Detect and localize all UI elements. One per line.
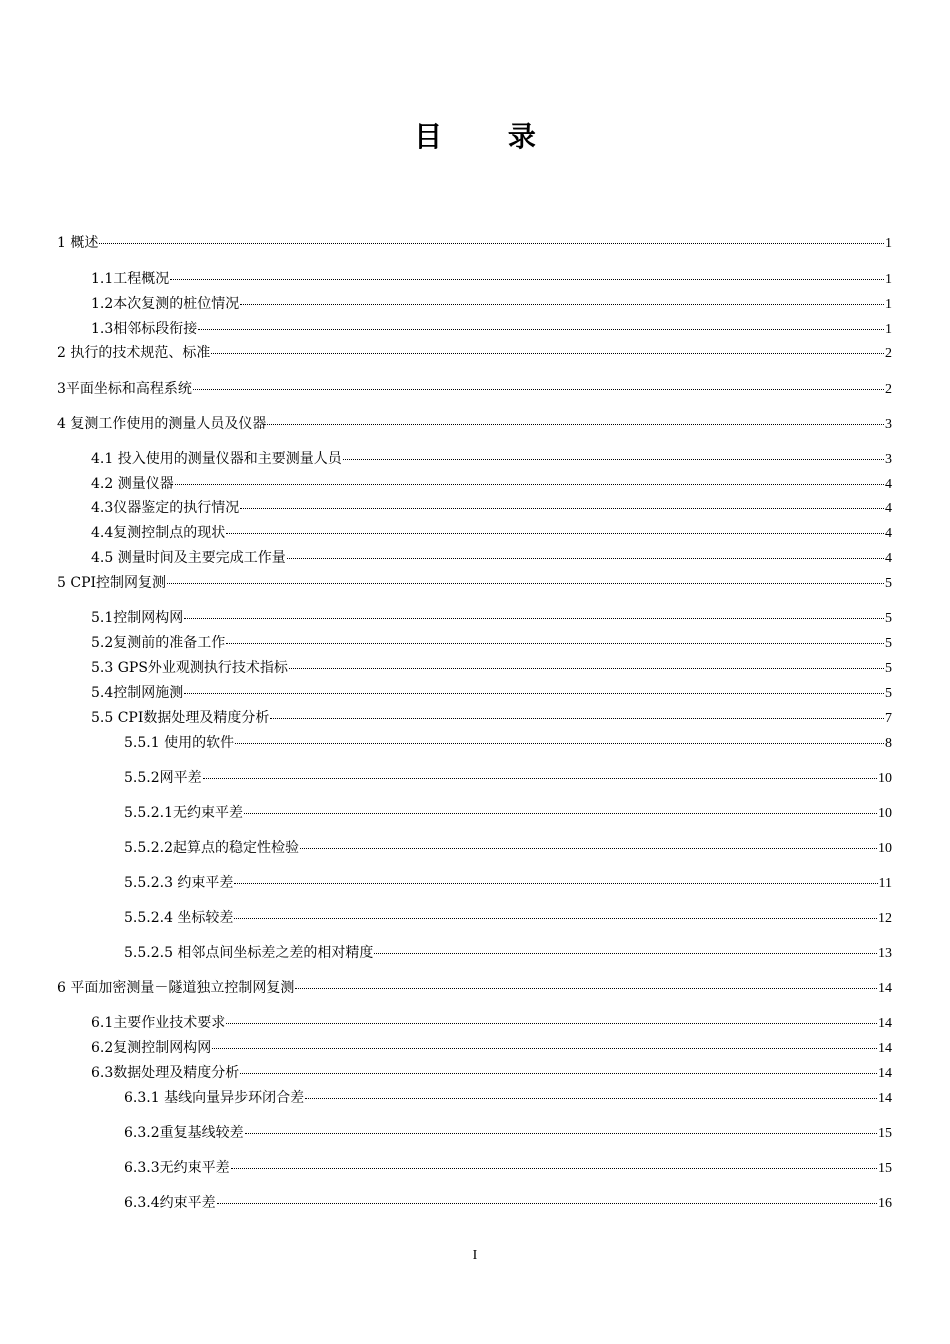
toc-entry-page: 14 <box>878 1091 892 1106</box>
toc-leader-dots <box>234 883 877 884</box>
toc-entry[interactable] <box>91 709 892 728</box>
toc-entry[interactable] <box>124 944 892 963</box>
toc-entry-page: 1 <box>885 236 892 251</box>
toc-leader-dots <box>267 424 884 425</box>
toc-leader-dots <box>235 743 884 744</box>
toc-entry-page: 1 <box>885 297 892 312</box>
toc-entry[interactable] <box>91 684 892 703</box>
toc-entry-page: 14 <box>878 1066 892 1081</box>
toc-entry-page: 14 <box>878 1041 892 1056</box>
toc-entry[interactable] <box>124 1089 892 1108</box>
toc-entry[interactable] <box>91 1039 892 1058</box>
toc-leader-dots <box>226 1023 877 1024</box>
toc-entry-page: 8 <box>885 736 892 751</box>
toc-entry-page: 10 <box>878 806 892 821</box>
toc-entry[interactable] <box>124 909 892 928</box>
toc-entry-label: 4 复测工作使用的测量人员及仪器 <box>57 416 267 432</box>
toc-leader-dots <box>245 1133 877 1134</box>
toc-entry-page: 4 <box>885 477 892 492</box>
toc-entry-label: 5.5.2.2起算点的稳定性检验 <box>124 840 299 856</box>
toc-leader-dots <box>175 484 884 485</box>
toc-entry-page: 5 <box>885 686 892 701</box>
toc-leader-dots <box>217 1203 877 1204</box>
toc-entry[interactable] <box>91 499 892 518</box>
toc-leader-dots <box>193 389 884 390</box>
page-title: 目 录 <box>414 120 564 153</box>
toc-entry[interactable] <box>91 320 892 339</box>
toc-leader-dots <box>203 778 877 779</box>
toc-entry[interactable] <box>124 1194 892 1213</box>
toc-leader-dots <box>289 668 884 669</box>
toc-entry-page: 2 <box>885 382 892 397</box>
toc-entry[interactable] <box>91 1014 892 1033</box>
toc-entry-label: 6 平面加密测量－隧道独立控制网复测 <box>57 980 295 996</box>
toc-entry-label: 4.2 测量仪器 <box>91 476 174 492</box>
toc-entry-label: 6.1主要作业技术要求 <box>91 1015 226 1031</box>
toc-entry[interactable] <box>124 1159 892 1178</box>
toc-entry-label: 5.5.2网平差 <box>124 770 202 786</box>
toc-leader-dots <box>244 813 877 814</box>
toc-entry-label: 5.2复测前的准备工作 <box>91 635 226 651</box>
toc-entry-label: 6.3.1 基线向量异步环闭合差 <box>124 1090 305 1106</box>
toc-entry-label: 5 CPⅠ控制网复测 <box>57 575 167 591</box>
toc-leader-dots <box>287 558 884 559</box>
toc-entry[interactable] <box>124 769 892 788</box>
toc-entry[interactable] <box>91 450 892 469</box>
toc-leader-dots <box>234 918 877 919</box>
toc-entry[interactable] <box>91 659 892 678</box>
toc-entry[interactable] <box>91 475 892 494</box>
toc-leader-dots <box>170 279 884 280</box>
toc-entry-page: 4 <box>885 501 892 516</box>
toc-entry-label: 6.3数据处理及精度分析 <box>91 1065 240 1081</box>
toc-entry-page: 1 <box>885 322 892 337</box>
toc-entry-page: 14 <box>878 981 892 996</box>
toc-leader-dots <box>270 718 884 719</box>
page-number: I <box>472 1248 478 1263</box>
toc-entry-page: 15 <box>878 1126 892 1141</box>
toc-entry[interactable] <box>91 634 892 653</box>
toc-entry-label: 1.3相邻标段衔接 <box>91 321 198 337</box>
toc-entry[interactable] <box>57 234 892 253</box>
toc-entry-page: 12 <box>878 911 892 926</box>
toc-entry[interactable] <box>124 734 892 753</box>
toc-entry-label: 5.5.1 使用的软件 <box>124 735 235 751</box>
toc-entry-label: 5.4控制网施测 <box>91 685 184 701</box>
toc-entry[interactable] <box>91 295 892 314</box>
toc-entry[interactable] <box>57 380 892 399</box>
toc-leader-dots <box>343 459 884 460</box>
toc-entry[interactable] <box>57 415 892 434</box>
toc-entry-page: 13 <box>878 946 892 961</box>
toc-entry[interactable] <box>91 609 892 628</box>
toc-entry[interactable] <box>91 270 892 289</box>
toc-entry[interactable] <box>91 549 892 568</box>
toc-entry-label: 5.3 GPS外业观测执行技术指标 <box>91 660 288 676</box>
toc-leader-dots <box>374 953 877 954</box>
toc-entry[interactable] <box>91 524 892 543</box>
toc-leader-dots <box>240 508 884 509</box>
toc-entry-label: 1.2本次复测的桩位情况 <box>91 296 240 312</box>
toc-leader-dots <box>305 1098 877 1099</box>
toc-entry-label: 4.4复测控制点的现状 <box>91 525 226 541</box>
toc-entry-label: 6.3.2重复基线较差 <box>124 1125 244 1141</box>
toc-entry-page: 5 <box>885 636 892 651</box>
toc-leader-dots <box>226 643 884 644</box>
toc-entry-page: 4 <box>885 551 892 566</box>
toc-entry-label: 1.1工程概况 <box>91 271 170 287</box>
toc-entry[interactable] <box>57 574 892 593</box>
toc-leader-dots <box>231 1168 877 1169</box>
toc-entry-label: 4.3仪器鉴定的执行情况 <box>91 500 240 516</box>
toc-entry-page: 10 <box>878 841 892 856</box>
toc-entry[interactable] <box>57 979 892 998</box>
toc-entry-label: 6.2复测控制网构网 <box>91 1040 212 1056</box>
toc-leader-dots <box>184 618 884 619</box>
toc-leader-dots <box>184 693 884 694</box>
toc-leader-dots <box>167 583 884 584</box>
toc-entry-page: 2 <box>885 346 892 361</box>
toc-entry-page: 5 <box>885 661 892 676</box>
toc-entry[interactable] <box>91 1064 892 1083</box>
toc-entry-label: 5.5.2.1无约束平差 <box>124 805 243 821</box>
toc-entry-label: 5.5.2.3 约束平差 <box>124 875 234 891</box>
toc-entry-page: 15 <box>878 1161 892 1176</box>
toc-entry-page: 14 <box>878 1016 892 1031</box>
toc-entry-label: 4.1 投入使用的测量仪器和主要测量人员 <box>91 451 342 467</box>
toc-leader-dots <box>295 988 877 989</box>
toc-leader-dots <box>240 1073 877 1074</box>
toc-entry-label: 1 概述 <box>57 235 99 251</box>
toc-entry-page: 3 <box>885 452 892 467</box>
toc-entry-label: 5.1控制网构网 <box>91 610 184 626</box>
toc-entry-label: 5.5.2.5 相邻点间坐标差之差的相对精度 <box>124 945 374 961</box>
toc-entry[interactable] <box>124 804 892 823</box>
toc-entry-label: 5.5 CPⅠ数据处理及精度分析 <box>91 710 270 726</box>
toc-entry-page: 16 <box>878 1196 892 1211</box>
toc-entry[interactable] <box>57 344 892 363</box>
toc-entry-label: 6.3.3无约束平差 <box>124 1160 230 1176</box>
toc-entry[interactable] <box>124 1124 892 1143</box>
toc-leader-dots <box>211 353 884 354</box>
toc-leader-dots <box>300 848 877 849</box>
toc-entry-page: 5 <box>885 576 892 591</box>
toc-entry[interactable] <box>124 839 892 858</box>
toc-entry-label: 4.5 测量时间及主要完成工作量 <box>91 550 286 566</box>
toc-entry-page: 11 <box>878 876 892 891</box>
toc-leader-dots <box>99 243 884 244</box>
toc-entry-label: 5.5.2.4 坐标较差 <box>124 910 234 926</box>
toc-leader-dots <box>240 304 884 305</box>
toc-entry-page: 7 <box>885 711 892 726</box>
toc-entry[interactable] <box>124 874 892 893</box>
toc-entry-page: 10 <box>878 771 892 786</box>
toc-entry-page: 1 <box>885 272 892 287</box>
toc-leader-dots <box>226 533 884 534</box>
toc-leader-dots <box>198 329 884 330</box>
toc-entry-label: 6.3.4约束平差 <box>124 1195 216 1211</box>
toc-entry-label: 2 执行的技术规范、标准 <box>57 345 211 361</box>
toc-entry-page: 4 <box>885 526 892 541</box>
toc-entry-page: 3 <box>885 417 892 432</box>
toc-entry-label: 3平面坐标和高程系统 <box>57 381 192 397</box>
toc-leader-dots <box>212 1048 877 1049</box>
toc-entry-page: 5 <box>885 611 892 626</box>
